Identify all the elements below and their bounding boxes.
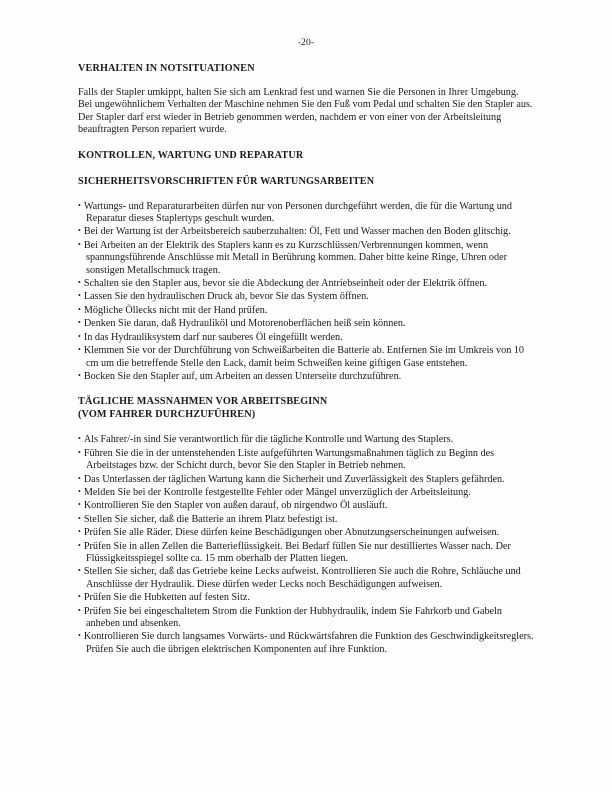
list-item: • Das Unterlassen der täglichen Wartung kann die Sicherheit und Zuverlässigkeit des Staplers gefährden.: [78, 473, 534, 486]
list-item: • Schalten sie den Stapler aus, bevor sie die Abdeckung der Antriebseinheit oder der Elektrik öffnen.: [78, 277, 534, 290]
spacer: [78, 421, 534, 433]
list-item: • Melden Sie bei der Kontrolle festgestellte Fehler oder Mängel unverzüglich der Arbeitsleitung.: [78, 486, 534, 499]
list-item: • Bei Arbeiten an der Elektrik des Staplers kann es zu Kurzschlüssen/Verbrennungen kommen, wenn spannungsführende Anschlüsse mit Metall in Berührung kommen. Daher bitte keine Ringe, Uhren oder sonstigen Metallschmuck tragen.: [78, 239, 534, 277]
section-heading-line-1: TÄGLICHE MASSNAHMEN VOR ARBEITSBEGINN: [78, 396, 328, 408]
document-body: [78, 62, 534, 656]
list-item: • Prüfen Sie die Hubketten auf festen Sitz.: [78, 591, 534, 604]
list-item: • Als Fahrer/-in sind Sie verantwortlich für die tägliche Kontrolle und Wartung des Staplers.: [78, 433, 534, 446]
spacer: [78, 137, 534, 149]
spacer: [78, 75, 534, 87]
list-item: • Wartungs- und Reparaturarbeiten dürfen nur von Personen durchgeführt werden, die für die Wartung und Reparatur dieses Staplertyps geschult wurden.: [78, 200, 534, 226]
list-item: • Prüfen Sie bei eingeschaltetem Strom die Funktion der Hubhydraulik, indem Sie Fahrkorb und Gabeln anheben und absenken.: [78, 605, 534, 631]
spacer: [78, 188, 534, 200]
list-item: • Lassen Sie den hydraulischen Druck ab, bevor Sie das System öffnen.: [78, 290, 534, 303]
section-heading-kontrollen: KONTROLLEN, WARTUNG UND REPARATUR: [78, 149, 304, 161]
section-heading-sicherheitsvorschriften: SICHERHEITSVORSCHRIFTEN FÜR WARTUNGSARBEITEN: [78, 175, 375, 187]
spacer: [78, 383, 534, 395]
list-item: • Stellen Sie sicher, daß die Batterie an ihrem Platz befestigt ist.: [78, 513, 534, 526]
list-item: • Bocken Sie den Stapler auf, um Arbeiten an dessen Unterseite durchzuführen.: [78, 370, 534, 383]
list-item: • Führen Sie die in der untenstehenden Liste aufgeführten Wartungsmaßnahmen täglich zu Beginn des Arbeitstages bzw. der Schicht durch, bevor Sie den Stapler in Betrieb nehmen.: [78, 447, 534, 473]
spacer: [78, 162, 534, 175]
list-item: • Kontrollieren Sie durch langsames Vorwärts- und Rückwärtsfahren die Funktion des Geschwindigkeitsreglers. Prüfen Sie auch die übrigen elektrischen Komponenten auf ihre Funktion.: [78, 630, 534, 656]
bullet-list-taegliche-massnahmen: [78, 433, 534, 656]
list-item: • Prüfen Sie alle Räder. Diese dürfen keine Beschädigungen ober Abnutzungserscheinungen aufweisen.: [78, 526, 534, 539]
list-item: • Prüfen Sie in allen Zellen die Batterieflüssigkeit. Bei Bedarf füllen Sie nur destilliertes Wasser nach. Der Flüssigkeitsspiegel sollte ca. 15 mm oberhalb der Platten liegen.: [78, 540, 534, 566]
list-item: • Bei der Wartung ist der Arbeitsbereich sauberzuhalten: Öl, Fett und Wasser machen den Boden glitschig.: [78, 225, 534, 238]
list-item: • Stellen Sie sicher, daß das Getriebe keine Lecks aufweist. Kontrollieren Sie auch die Rohre, Schläuche und Anschlüsse der Hydraulik. Diese dürfen weder Lecks noch Beschädigungen aufweisen.: [78, 565, 534, 591]
bullet-list-wartung: [78, 200, 534, 384]
section-heading-line-2: (VOM FAHRER DURCHZUFÜHREN): [78, 409, 256, 421]
list-item: • Klemmen Sie vor der Durchführung von Schweißarbeiten die Batterie ab. Entfernen Sie im Umkreis von 10 cm um die betreffende Stelle den Lack, damit beim Schweißen keine giftigen Gase entstehen.: [78, 344, 534, 370]
list-item: • In das Hydrauliksystem darf nur sauberes Öl eingefüllt werden.: [78, 331, 534, 344]
page-number: -20-: [297, 38, 315, 48]
section-heading-verhalten: VERHALTEN IN NOTSITUATIONEN: [78, 63, 255, 74]
list-item: • Kontrollieren Sie den Stapler von außen darauf, ob nirgendwo Öl ausläuft.: [78, 499, 534, 512]
list-item: • Mögliche Öllecks nicht mit der Hand prüfen.: [78, 304, 534, 317]
paragraph-verhalten: Falls der Stapler umkippt, halten Sie sich am Lenkrad fest und warnen Sie die Personen in Ihrer Umgebung. Bei ungewöhnlichem Verhalten der Maschine nehmen Sie den Fuß vom Pedal und schalten Sie den Stapler aus. Der Stapler darf erst wieder in Betrieb genommen werden, nachdem er von einer von der Arbeitsleitung beauftragten Person repariert wurde.: [78, 87, 533, 136]
list-item: • Denken Sie daran, daß Hydrauliköl und Motorenoberflächen heiß sein können.: [78, 317, 534, 330]
section-heading-taegliche-massnahmen: [78, 395, 534, 421]
